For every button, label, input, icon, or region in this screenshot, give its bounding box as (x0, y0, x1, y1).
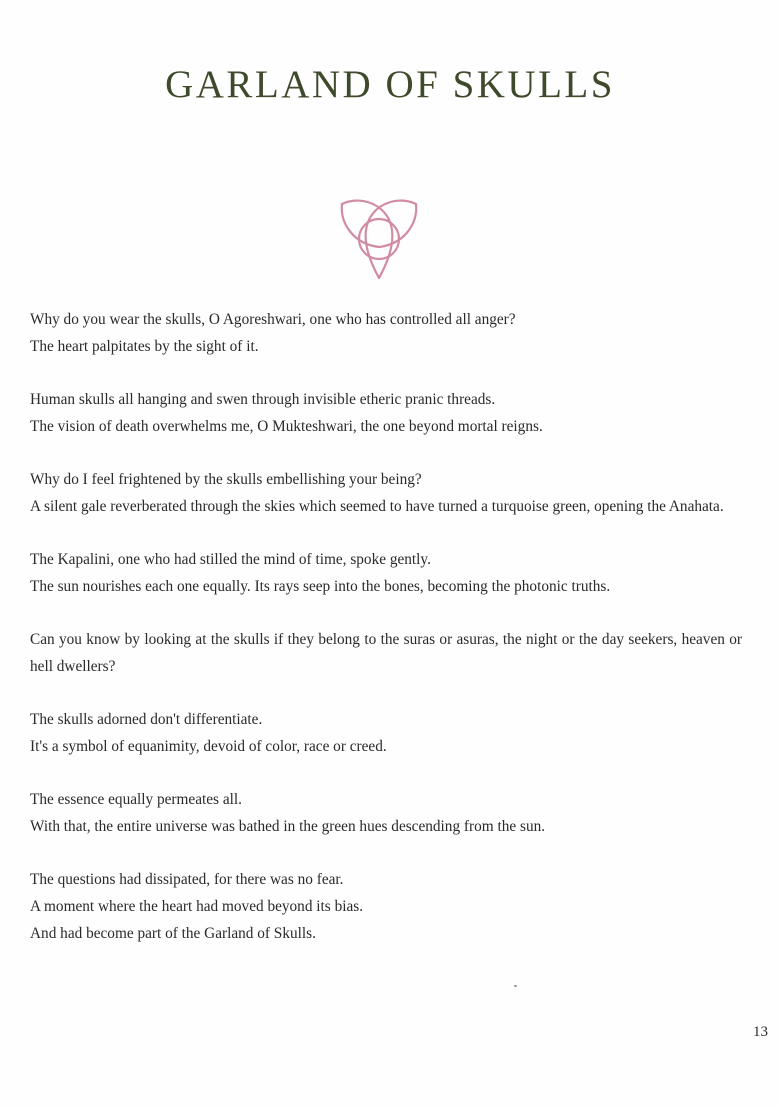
poem-body (30, 306, 742, 973)
poem-line: A moment where the heart had moved beyond its bias. (30, 898, 364, 915)
stanza (30, 466, 742, 520)
poem-line: And had become part of the Garland of Skulls. (30, 925, 316, 942)
poem-line: A silent gale reverberated through the skies which seemed to have turned a turquoise green, opening the Anahata. (30, 498, 724, 515)
stanza (30, 786, 742, 840)
stanza (30, 706, 742, 760)
poem-line: The skulls adorned don't differentiate. (30, 711, 263, 728)
poem-line: The questions had dissipated, for there was no fear. (30, 871, 344, 888)
stanza (30, 866, 742, 947)
poem-line: Can you know by looking at the skulls if they belong to the suras or asuras, the night or the day seekers, heaven or hell dwellers? (30, 631, 742, 675)
stanza (30, 306, 742, 360)
stanza (30, 546, 742, 600)
page-number: 13 (753, 1024, 768, 1040)
stanza (30, 626, 742, 680)
poem-line: The essence equally permeates all. (30, 791, 242, 808)
poem-line: Why do I feel frightened by the skulls embellishing your being? (30, 471, 422, 488)
poem-line: Human skulls all hanging and swen through invisible etheric pranic threads. (30, 391, 496, 408)
page-title: GARLAND OF SKULLS (165, 63, 615, 106)
paper-speck (514, 985, 517, 987)
poem-line: The heart palpitates by the sight of it. (30, 338, 259, 355)
poem-line: The Kapalini, one who had stilled the mind of time, spoke gently. (30, 551, 431, 568)
triquetra-knot-icon (334, 192, 424, 282)
stanza (30, 386, 742, 440)
poem-line: The sun nourishes each one equally. Its rays seep into the bones, becoming the photonic truths. (30, 578, 611, 595)
poem-line: Why do you wear the skulls, O Agoreshwari, one who has controlled all anger? (30, 311, 516, 328)
poem-line: The vision of death overwhelms me, O Mukteshwari, the one beyond mortal reigns. (30, 418, 543, 435)
poem-line: With that, the entire universe was bathed in the green hues descending from the sun. (30, 818, 546, 835)
poem-line: It's a symbol of equanimity, devoid of color, race or creed. (30, 738, 387, 755)
